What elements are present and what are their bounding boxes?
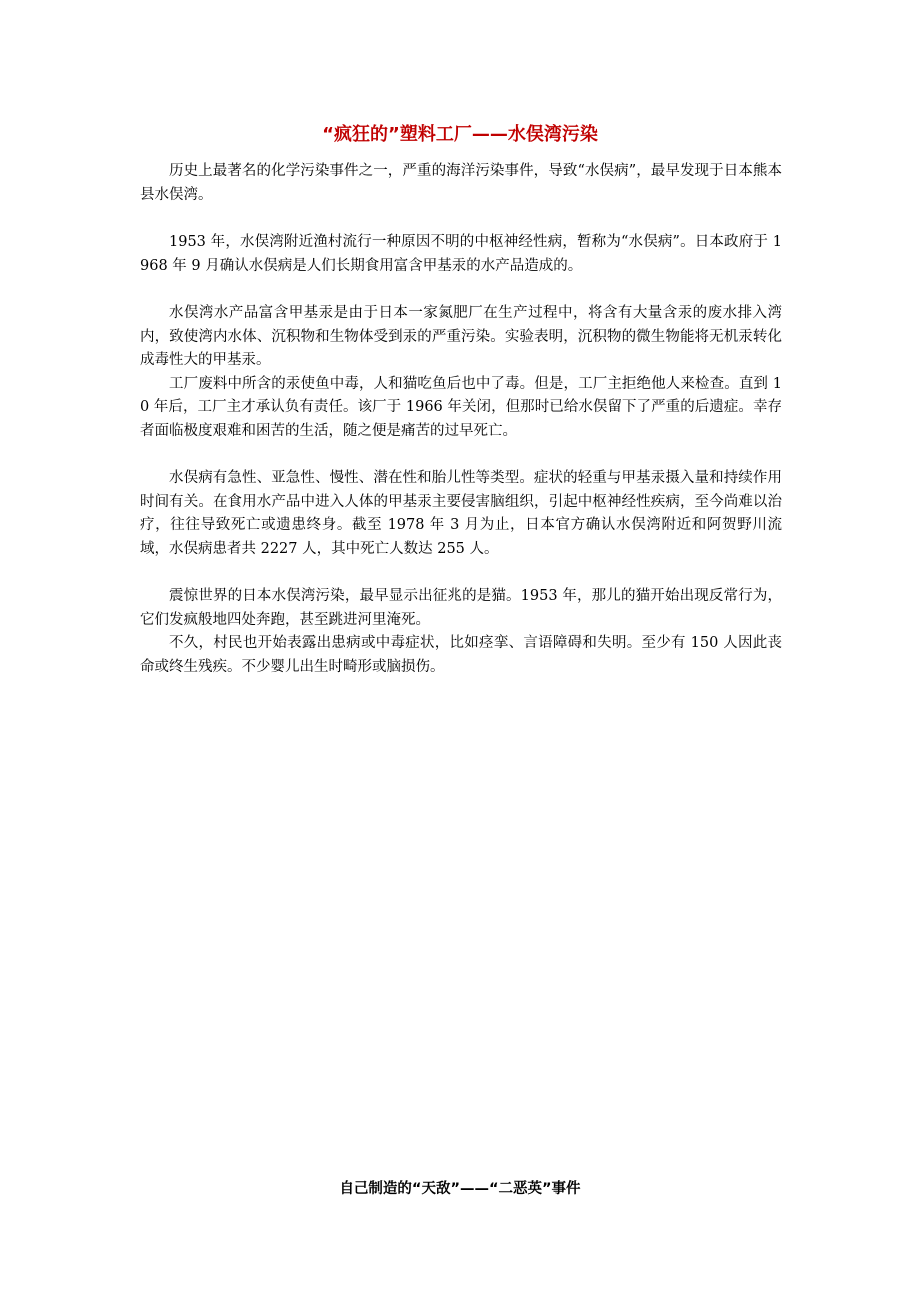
paragraph-factory: 工厂废料中所含的汞使鱼中毒，人和猫吃鱼后也中了毒。但是，工厂主拒绝他人来检查。直到 10 年后，工厂主才承认负有责任。该厂于 1966 年关闭，但那时已给水俣留下了严重的后遗症。幸存者面临极度艰难和困苦的生活，随之便是痛苦的过早死亡。 <box>140 375 782 439</box>
paragraph-spacer <box>140 561 782 585</box>
paragraph-spacer <box>140 278 782 302</box>
paragraph-cause: 水俣湾水产品富含甲基汞是由于日本一家氮肥厂在生产过程中，将含有大量含汞的废水排入湾内，致使湾内水体、沉积物和生物体受到汞的严重污染。实验表明，沉积物的微生物能将无机汞转化成毒性大的甲基汞。 <box>140 305 782 368</box>
paragraph-spacer <box>140 207 782 231</box>
document-title: “疯狂的”塑料工厂——水俣湾污染 <box>322 124 598 145</box>
paragraph-intro: 历史上最著名的化学污染事件之一，严重的海洋污染事件，导致“水俣病”，最早发现于日本熊本县水俣湾。 <box>140 163 782 203</box>
paragraph-cats: 震惊世界的日本水俣湾污染，最早显示出征兆的是猫。1953 年，那儿的猫开始出现反常行为，它们发疯般地四处奔跑，甚至跳进河里淹死。 <box>140 588 782 628</box>
paragraph-spacer <box>140 443 782 467</box>
paragraph-symptoms: 水俣病有急性、亚急性、慢性、潜在性和胎儿性等类型。症状的轻重与甲基汞摄入量和持续作用时间有关。在食用水产品中进入人体的甲基汞主要侵害脑组织，引起中枢神经性疾病，至今尚难以治疗，往往导致死亡或遗患终身。截至 1978 年 3 月为止，日本官方确认水俣湾附近和阿贺野川流域，水俣病患者共 2227 人，其中死亡人数达 255 人。 <box>140 470 782 557</box>
paragraph-1953: 1953 年，水俣湾附近渔村流行一种原因不明的中枢神经性病，暂称为“水俣病”。日本政府于 1968 年 9 月确认水俣病是人们长期食用富含甲基汞的水产品造成的。 <box>140 234 782 274</box>
document-body <box>140 160 782 679</box>
next-section-title: 自己制造的“天敌”——“二恶英”事件 <box>339 1181 581 1197</box>
paragraph-villagers: 不久，村民也开始表露出患病或中毒症状，比如痉挛、言语障碍和失明。至少有 150 人因此丧命或终生残疾。不少婴儿出生时畸形或脑损伤。 <box>140 635 782 675</box>
